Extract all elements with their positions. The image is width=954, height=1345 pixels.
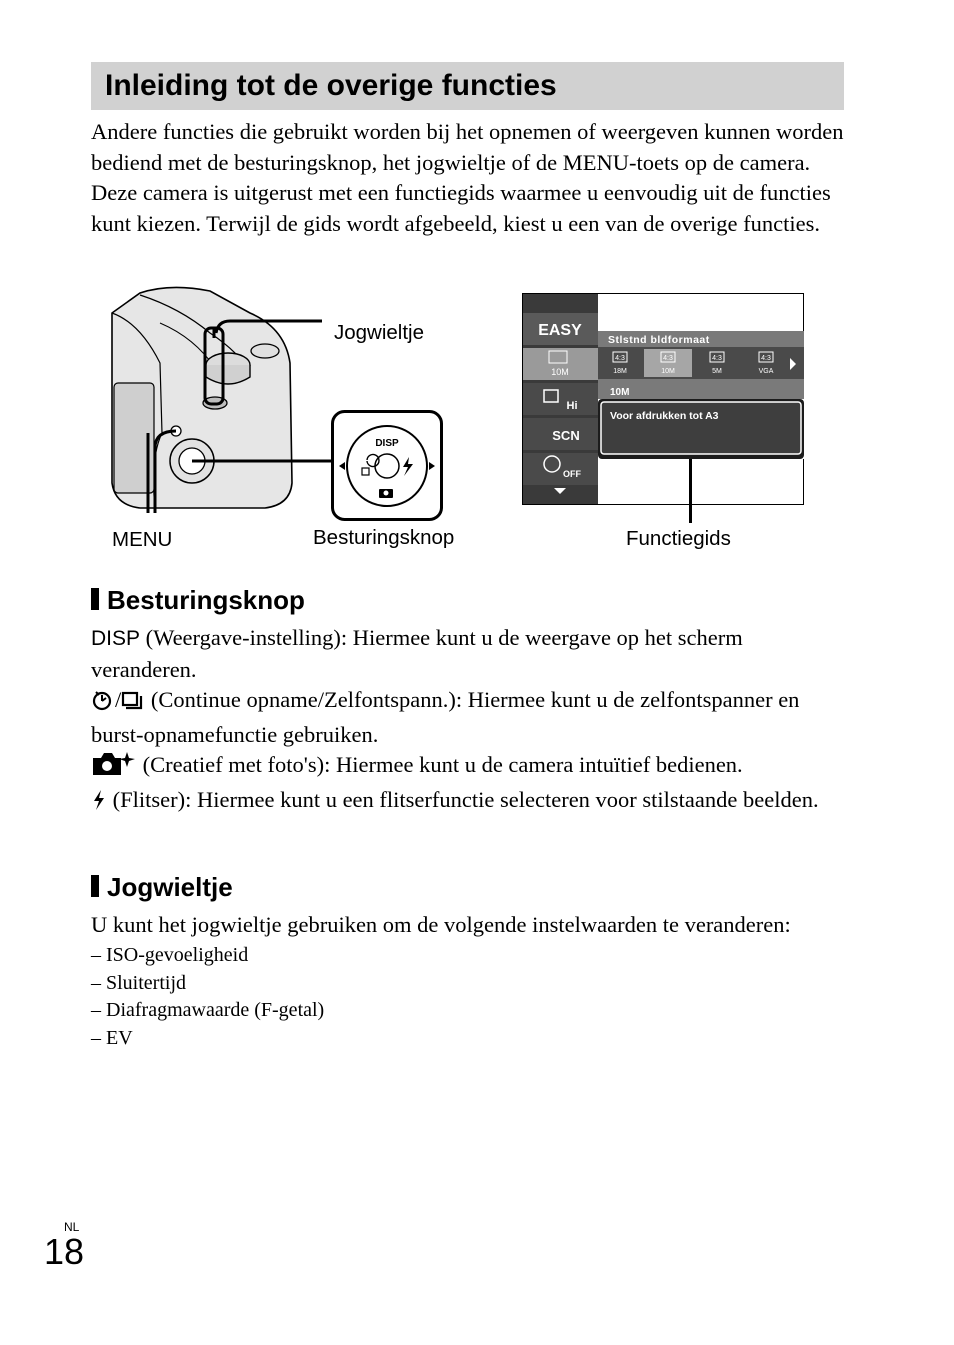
size-option-ratio-3: 4:3 (712, 355, 722, 362)
menu-item-scene: SCN (552, 428, 580, 443)
section-heading-jogwieltje (91, 872, 233, 903)
list-item: – Sluitertijd (91, 971, 186, 994)
label-functiegids: Functiegids (626, 527, 731, 550)
jogwieltje-text: U kunt het jogwieltje gebruiken om de volgende instelwaarden te veranderen: (91, 912, 791, 937)
language-code: NL (64, 1220, 80, 1234)
label-jogwieltje: Jogwieltje (334, 321, 425, 344)
section-heading-besturingsknop (91, 585, 305, 616)
menu-item-burst: Hi (566, 400, 578, 412)
photo-creativity-icon (91, 750, 137, 785)
label-besturingsknop: Besturingsknop (313, 526, 455, 549)
list-item: – EV (91, 1026, 133, 1049)
control-dial-diagram (331, 410, 443, 522)
size-option-ratio-4: 4:3 (761, 355, 771, 362)
self-timer-icon (91, 689, 115, 720)
burst-icon (121, 689, 145, 720)
menu-item-smile: OFF (563, 469, 581, 479)
figure (100, 283, 820, 563)
section-heading-text: Besturingsknop (107, 585, 305, 615)
jogwieltje-list (91, 942, 324, 1052)
list-item: – Diafragmawaarde (F-getal) (91, 999, 325, 1021)
section-heading-text: Jogwieltje (107, 872, 233, 902)
size-option-ratio-1: 4:3 (615, 355, 625, 362)
creative-text: (Creatief met foto's): Hiermee kunt u de camera intuïtief bedienen. (137, 752, 743, 777)
disp-word: DISP (91, 627, 141, 650)
functiegids-leader (689, 459, 692, 523)
intro-paragraph: Andere functies die gebruikt worden bij het opnemen of weergeven kunnen worden bediend met de besturingsknop, het jogwieltje of de MENU-toets op de camera. Deze camera is uitgerust met een functiegids waarmee u eenvoudig uit de functies kunt kiezen. Terwijl de gids wordt afgebeeld, kiest u een van de overige functies. (91, 119, 844, 236)
flash-text: (Flitser): Hiermee kunt u een flitserfunctie selecteren voor stilstaande beelden. (107, 786, 819, 812)
besturingsknop-description (91, 623, 851, 819)
disp-paragraph (91, 623, 851, 685)
size-option-1: 18M (613, 368, 627, 375)
size-option-2: 10M (661, 368, 675, 375)
flash-paragraph (91, 785, 851, 820)
menu-item-size: 10M (551, 367, 569, 377)
label-menu: MENU (112, 528, 173, 551)
disp-text: (Weergave-instelling): Hiermee kunt u de weergave op het scherm veranderen. (91, 625, 743, 682)
size-option-3: 5M (712, 368, 722, 375)
dial-disp-label: DISP (375, 438, 399, 449)
flash-icon (91, 789, 107, 820)
burst-text: (Continue opname/Zelfontspann.): Hiermee kunt u de zelfontspanner en burst-opnamefunctie gebruiken. (91, 687, 800, 747)
lcd-screen (522, 293, 804, 505)
title-bar (91, 62, 844, 110)
screen-header-label: Stlstnd bldformaat (608, 334, 710, 346)
size-option-4: VGA (758, 368, 774, 375)
size-option-ratio-2: 4:3 (663, 355, 673, 362)
easy-label: EASY (538, 322, 582, 339)
current-size-value: 10M (610, 387, 630, 398)
burst-paragraph: / (Continue opname/Zelfontspann.): Hiermee kunt u de zelfontspanner en burst-opnamefunctie gebruiken. (91, 687, 800, 747)
page-title: Inleiding tot de overige functies (105, 69, 557, 102)
function-guide-text: Voor afdrukken tot A3 (610, 410, 719, 422)
section-marker (91, 588, 99, 610)
section-marker (91, 875, 99, 897)
list-item: – ISO-gevoeligheid (91, 944, 249, 966)
creative-paragraph (91, 750, 851, 785)
page-number: 18 (44, 1231, 85, 1272)
